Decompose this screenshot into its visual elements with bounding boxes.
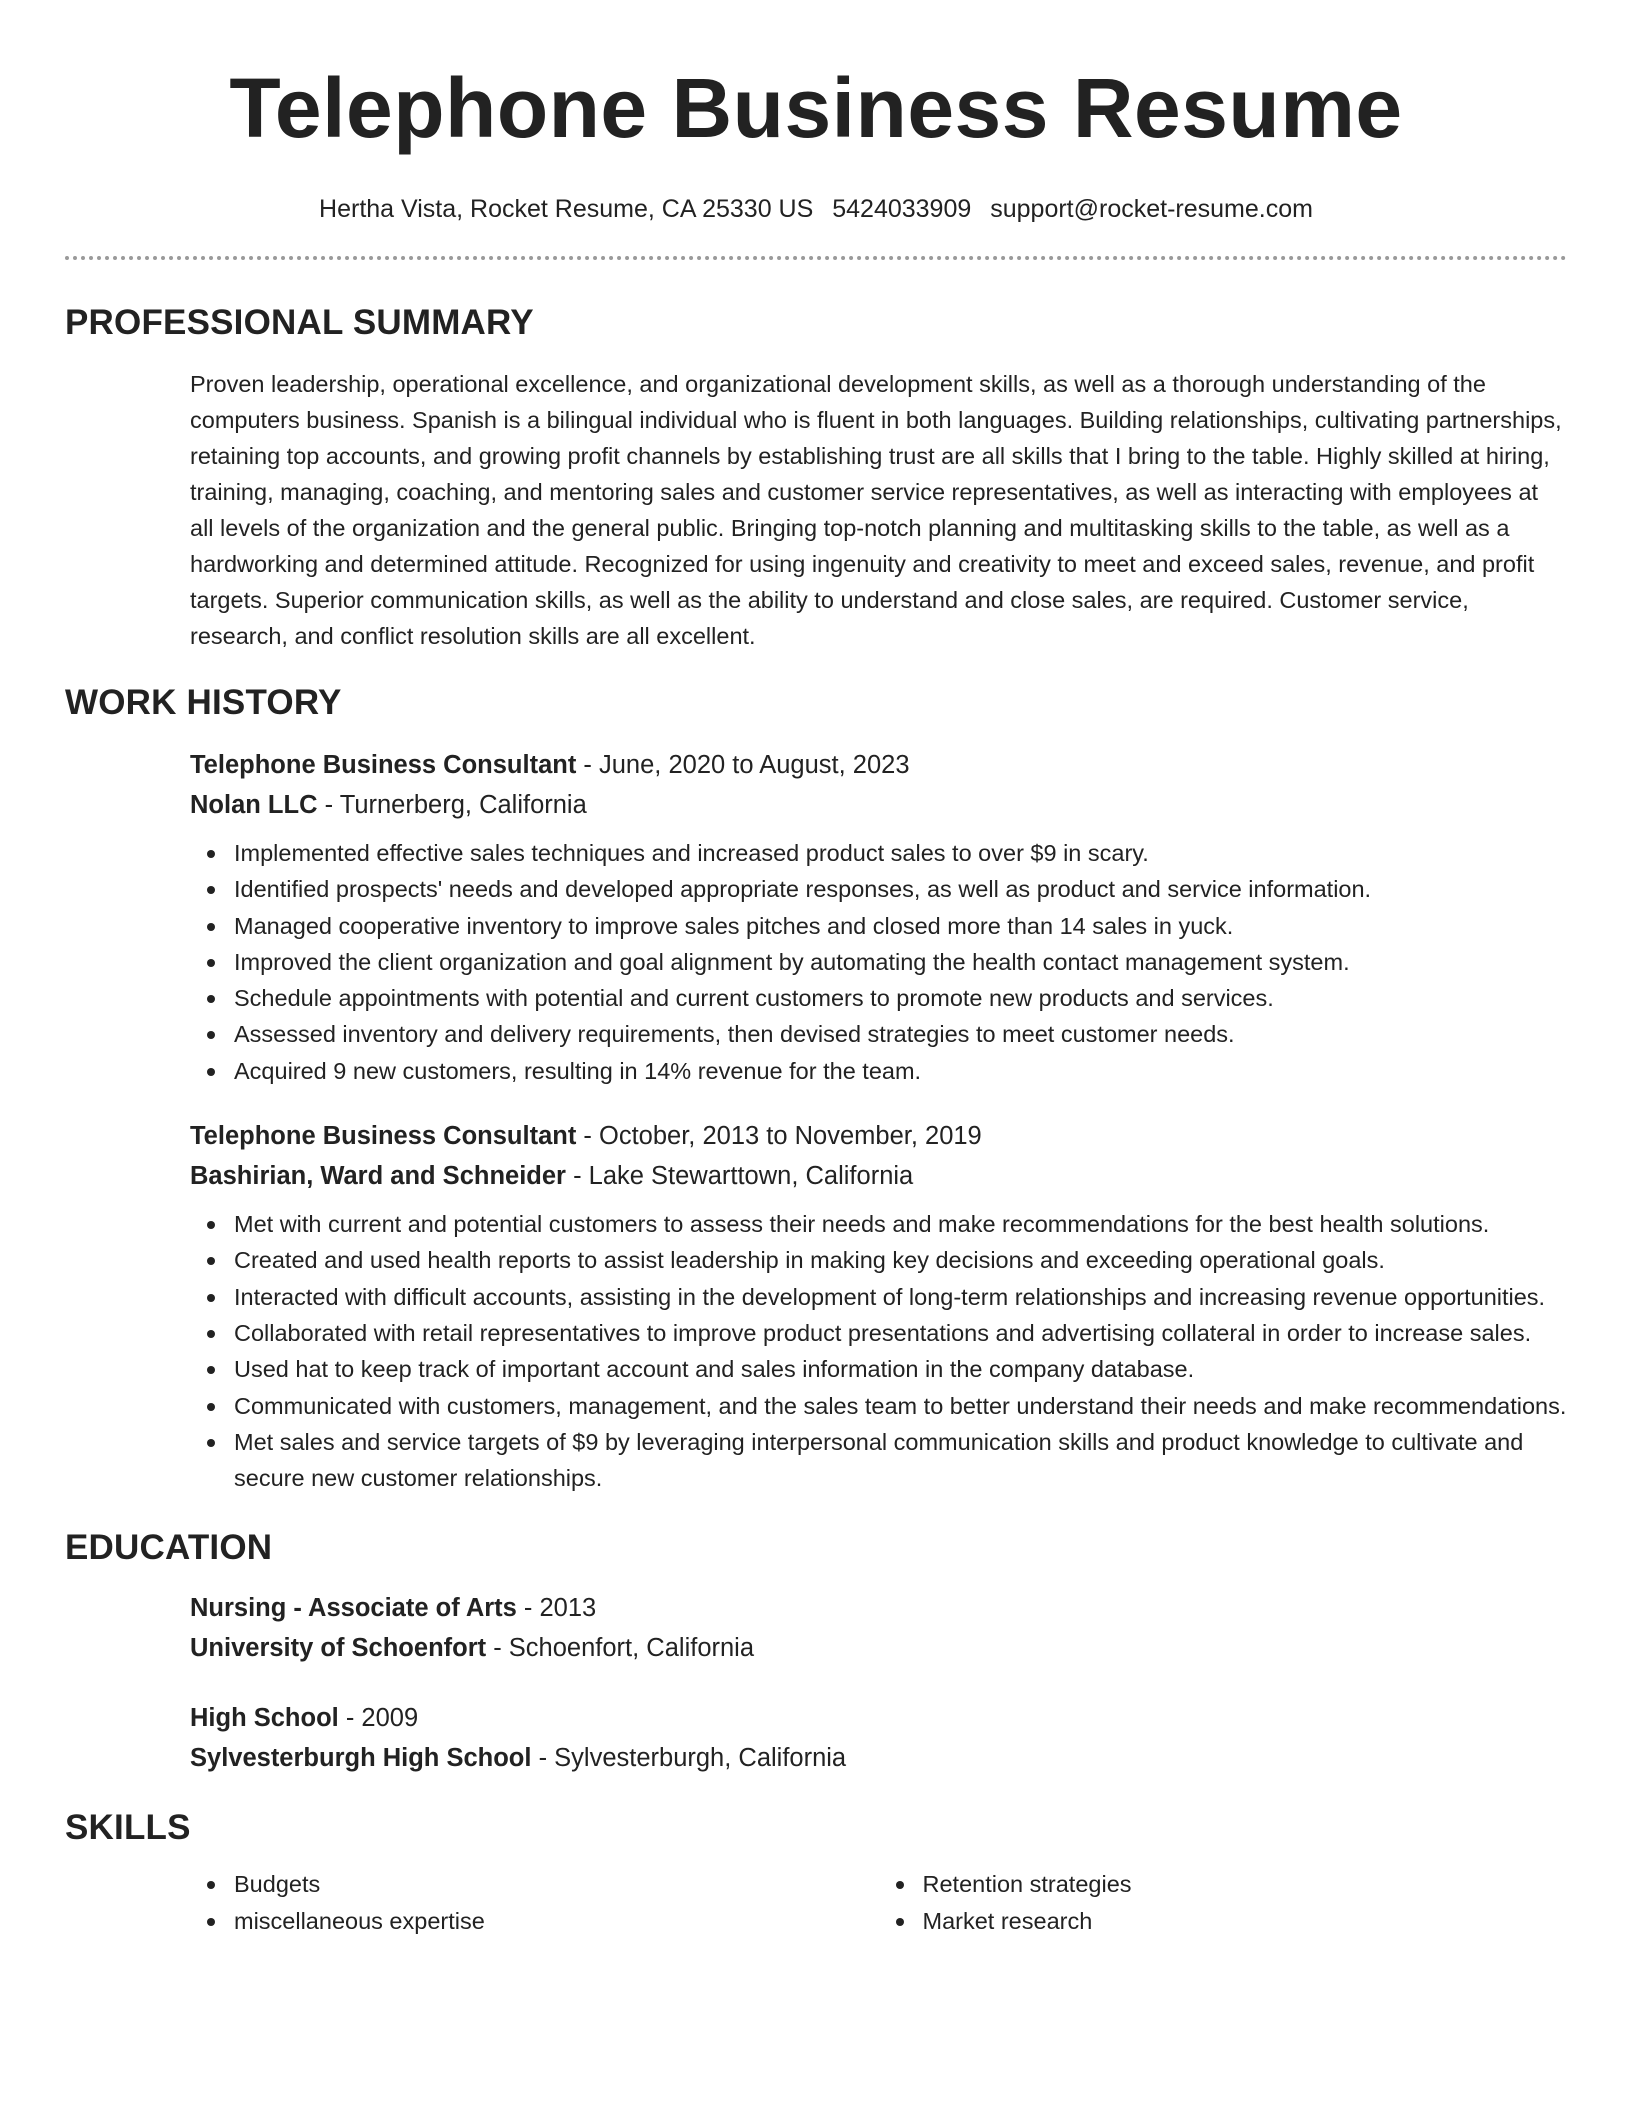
list-item: Managed cooperative inventory to improve sales pitches and closed more than 14 sales in yuck. <box>190 908 1567 944</box>
work-heading: WORK HISTORY <box>65 683 342 722</box>
list-item: Schedule appointments with potential and current customers to promote new products and services. <box>190 980 1567 1016</box>
list-item: Collaborated with retail representatives to improve product presentations and advertising collateral in order to increase sales. <box>190 1315 1567 1351</box>
list-item: Met sales and service targets of $9 by leveraging interpersonal communication skills and product knowledge to cultivate and secure new customer relationships. <box>190 1424 1567 1497</box>
list-item: Interacted with difficult accounts, assisting in the development of long-term relationships and increasing revenue opportunities. <box>190 1279 1567 1315</box>
summary-text: Proven leadership, operational excellence, and organizational development skills, as well as a thorough understanding of the computers business. Spanish is a bilingual individual who is fluent in both languages. Building relationships, cultivating partnerships, retaining top accounts, and growing profit channels by establishing trust are all skills that I bring to the table. Highly skilled at hiring, training, managing, coaching, and mentoring sales and customer service representatives, as well as interacting with employees at all levels of the organization and the general public. Bringing top-notch planning and multitasking skills to the table, as well as a hardworking and determined attitude. Recognized for using ingenuity and creativity to meet and exceed sales, revenue, and profit targets. Superior communication skills, as well as the ability to understand and close sales, are required. Customer service, research, and conflict resolution skills are all excellent. <box>190 371 1562 649</box>
list-item: Implemented effective sales techniques and increased product sales to over $9 in scary. <box>190 835 1567 871</box>
education-degree-line <box>190 1588 1567 1628</box>
job-dates: - June, 2020 to August, 2023 <box>576 751 910 779</box>
skills-section <box>65 1808 1567 1939</box>
contact-email: support@rocket-resume.com <box>990 195 1313 223</box>
education-location: - Schoenfort, California <box>486 1634 755 1663</box>
education-school: Sylvesterburgh High School <box>190 1744 532 1773</box>
list-item: Improved the client organization and goal alignment by automating the health contact management system. <box>190 944 1567 980</box>
education-entry <box>65 1698 1567 1778</box>
education-school-line <box>190 1628 1567 1668</box>
education-degree: Nursing - Associate of Arts <box>190 1594 517 1623</box>
job-entry <box>65 1116 1567 1496</box>
skill-item: Retention strategies <box>879 1866 1568 1902</box>
job-role: Telephone Business Consultant <box>190 751 577 779</box>
job-role-line <box>190 745 1567 785</box>
list-item: Assessed inventory and delivery requirements, then devised strategies to meet customer needs. <box>190 1016 1567 1052</box>
header-divider <box>65 256 1567 260</box>
job-company-line <box>190 1156 1567 1196</box>
contact-phone: 5424033909 <box>832 195 972 223</box>
education-year: - 2013 <box>516 1594 597 1623</box>
education-location: - Sylvesterburgh, California <box>531 1744 847 1773</box>
skills-heading: SKILLS <box>65 1808 191 1848</box>
job-role: Telephone Business Consultant <box>190 1122 577 1151</box>
education-school-line <box>190 1738 1567 1778</box>
education-school: University of Schoenfort <box>190 1634 487 1663</box>
list-item: Met with current and potential customers to assess their needs and make recommendations for the best health solutions. <box>190 1206 1567 1242</box>
list-item: Identified prospects' needs and developed appropriate responses, as well as product and service information. <box>190 871 1567 907</box>
skill-item: miscellaneous expertise <box>190 1903 879 1939</box>
contact-address: Hertha Vista, Rocket Resume, CA 25330 US <box>319 195 814 223</box>
list-item: Communicated with customers, management, and the sales team to better understand their needs and make recommendations. <box>190 1388 1567 1424</box>
list-item: Created and used health reports to assist leadership in making key decisions and exceeding operational goals. <box>190 1242 1567 1278</box>
job-role-line <box>190 1116 1567 1156</box>
skill-item: Budgets <box>190 1866 879 1902</box>
summary-section <box>65 303 1567 654</box>
contact-line <box>65 194 1567 224</box>
job-company: Bashirian, Ward and Schneider <box>190 1162 566 1191</box>
list-item: Used hat to keep track of important account and sales information in the company database. <box>190 1351 1567 1387</box>
job-entry <box>65 745 1567 1089</box>
education-section <box>65 1528 1567 1778</box>
education-heading: EDUCATION <box>65 1528 273 1568</box>
summary-heading: PROFESSIONAL SUMMARY <box>65 303 534 342</box>
job-bullets <box>190 1206 1567 1496</box>
job-dates: - October, 2013 to November, 2019 <box>576 1122 982 1151</box>
education-year: - 2009 <box>338 1704 419 1733</box>
job-company-line <box>190 785 1567 825</box>
job-location: - Lake Stewarttown, California <box>565 1162 914 1191</box>
education-entry <box>65 1588 1567 1668</box>
job-company: Nolan LLC <box>190 791 318 819</box>
skill-item: Market research <box>879 1903 1568 1939</box>
list-item: Acquired 9 new customers, resulting in 14% revenue for the team. <box>190 1053 1567 1089</box>
education-degree-line <box>190 1698 1567 1738</box>
resume-title: Telephone Business Resume <box>229 61 1403 155</box>
work-section <box>65 683 1567 1496</box>
job-location: - Turnerberg, California <box>317 791 587 819</box>
education-degree: High School <box>190 1704 339 1733</box>
skills-list <box>190 1866 1567 1939</box>
job-bullets <box>190 835 1567 1089</box>
